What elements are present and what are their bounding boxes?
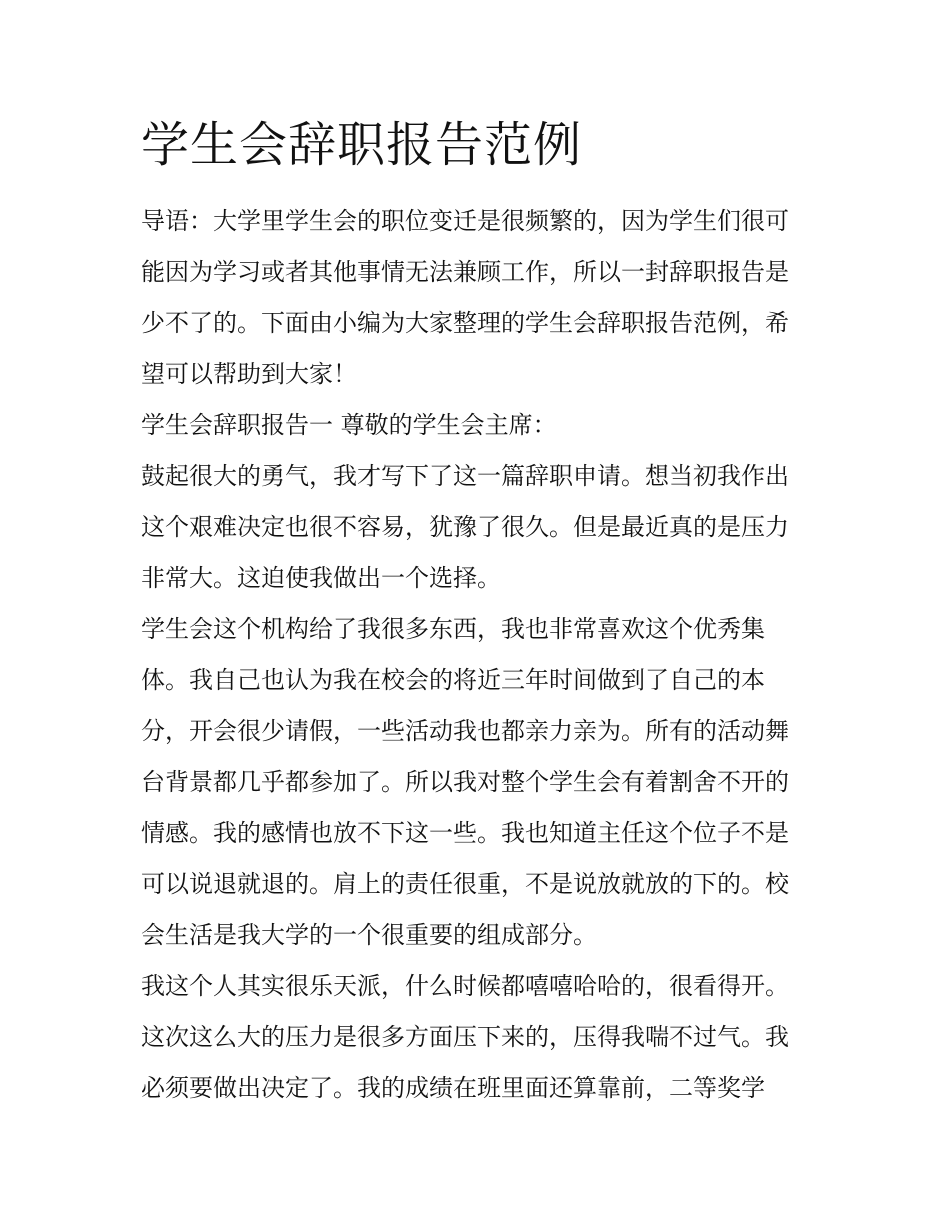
body-line: 学生会这个机构给了我很多东西，我也非常喜欢这个优秀集 (141, 615, 765, 643)
document-title: 学生会辞职报告范例 (141, 117, 583, 173)
body-line: 这次这么大的压力是很多方面压下来的，压得我喘不过气。我 (141, 1023, 789, 1051)
body-line: 能因为学习或者其他事情无法兼顾工作，所以一封辞职报告是 (141, 258, 789, 286)
body-line: 体。我自己也认为我在校会的将近三年时间做到了自己的本 (141, 666, 765, 694)
body-line: 学生会辞职报告一 尊敬的学生会主席： (141, 411, 557, 439)
body-line: 望可以帮助到大家！ (141, 360, 357, 388)
body-line: 这个艰难决定也很不容易，犹豫了很久。但是最近真的是压力 (141, 513, 789, 541)
body-line: 情感。我的感情也放不下这一些。我也知道主任这个位子不是 (141, 819, 789, 847)
body-line: 可以说退就退的。肩上的责任很重，不是说放就放的下的。校 (141, 870, 789, 898)
document-body (141, 196, 821, 1114)
body-line: 必须要做出决定了。我的成绩在班里面还算靠前，二等奖学 (141, 1074, 765, 1102)
body-line: 少不了的。下面由小编为大家整理的学生会辞职报告范例，希 (141, 309, 789, 337)
body-line: 台背景都几乎都参加了。所以我对整个学生会有着割舍不开的 (141, 768, 789, 796)
body-line: 非常大。这迫使我做出一个选择。 (141, 564, 501, 592)
body-line: 我这个人其实很乐天派，什么时候都嘻嘻哈哈的，很看得开。 (141, 972, 789, 1000)
body-line: 会生活是我大学的一个很重要的组成部分。 (141, 921, 597, 949)
body-line: 导语：大学里学生会的职位变迁是很频繁的，因为学生们很可 (141, 207, 789, 235)
body-line: 鼓起很大的勇气，我才写下了这一篇辞职申请。想当初我作出 (141, 462, 789, 490)
body-line: 分，开会很少请假，一些活动我也都亲力亲为。所有的活动舞 (141, 717, 789, 745)
